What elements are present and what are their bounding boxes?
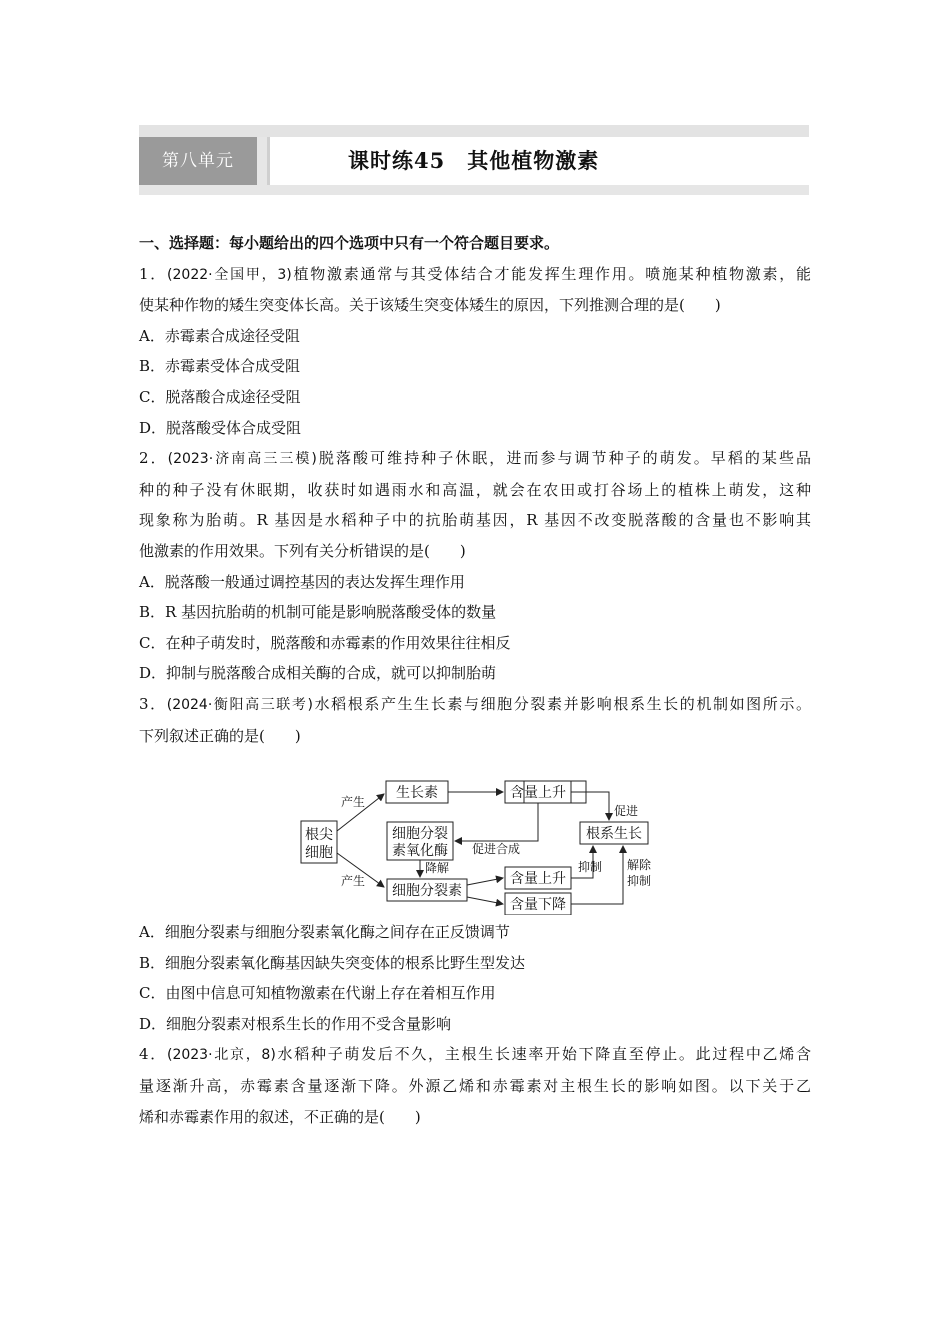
- question-source: (2022·全国甲，3): [167, 266, 292, 283]
- content-down-label: 含量下降: [510, 897, 566, 914]
- question-1: [139, 259, 811, 444]
- produce-label-1: 产生: [341, 795, 366, 810]
- question-source: (2023·济南高三三模): [167, 451, 317, 468]
- option-c[interactable]: C．脱落酸合成途径受阻: [139, 387, 301, 406]
- option-c[interactable]: C．由图中信息可知植物激素在代谢上存在着相互作用: [139, 984, 496, 1003]
- question-stem: 现象称为胎萌。R 基因是水稻种子中的抗胎萌基因，R 基因不改变脱落酸的含量也不影响其: [139, 511, 811, 530]
- question-4: [139, 1039, 811, 1132]
- ck-oxidase-label-1: 细胞分裂: [392, 826, 448, 843]
- section-heading: 一、选择题：每小题给出的四个选项中只有一个符合题目要求。: [139, 234, 560, 252]
- degrade-label: 降解: [425, 861, 450, 876]
- banner-top-strip: [139, 125, 809, 137]
- question-number: 4．: [139, 1045, 167, 1064]
- root-growth-label: 根系生长: [586, 826, 642, 843]
- title-box: [267, 137, 812, 185]
- question-stem: [139, 259, 811, 291]
- arrow-promote-synthesis: [455, 803, 538, 841]
- option-d[interactable]: D．抑制与脱落酸合成相关酶的合成，就可以抑制胎萌: [139, 664, 497, 683]
- option-b[interactable]: B．细胞分裂素氧化酶基因缺失突变体的根系比野生型发达: [139, 953, 526, 972]
- arrow-promote-growth: [571, 792, 609, 820]
- question-stem: [139, 443, 811, 475]
- option-a[interactable]: A．脱落酸一般通过调控基因的表达发挥生理作用: [139, 572, 465, 591]
- question-stem: [139, 689, 811, 721]
- inhibit-label: 抑制: [578, 860, 603, 875]
- question-stem: 他激素的作用效果。下列有关分析错误的是( ): [139, 541, 466, 560]
- stem-text: 水稻根系产生生长素与细胞分裂素并影响根系生长的机制如图所示。: [312, 694, 811, 713]
- ck-oxidase-label-2: 素氧化酶: [392, 843, 448, 860]
- question-number: 1．: [139, 264, 168, 283]
- chapter-banner: [139, 125, 809, 195]
- stem-text: 植物激素通常与其受体结合才能发挥生理作用。喷施某种植物激素，能: [291, 264, 811, 283]
- question-stem: 使某种作物的矮生突变体长高。关于该矮生突变体矮生的原因，下列推测合理的是( ): [139, 296, 721, 315]
- auxin-label: 生长素: [396, 785, 438, 802]
- content-up-label-1: 含量上升: [510, 785, 566, 802]
- question-stem: 量逐渐升高，赤霉素含量逐渐下降。外源乙烯和赤霉素对主根生长的影响如图。以下关于乙: [139, 1077, 811, 1096]
- arrow-relieve-inhibit: [571, 846, 623, 904]
- question-stem: 烯和赤霉素作用的叙述，不正确的是( ): [139, 1107, 421, 1126]
- arrow-cytokinin-down: [467, 897, 503, 904]
- question-source: (2023·北京，8): [167, 1047, 276, 1064]
- relieve-label-2: 抑制: [627, 874, 652, 889]
- option-b[interactable]: B．R 基因抗胎萌的机制可能是影响脱落酸受体的数量: [139, 603, 497, 622]
- document-body: [139, 228, 811, 1132]
- option-d[interactable]: D．脱落酸受体合成受阻: [139, 418, 302, 437]
- root-tip-label-1: 根尖: [305, 827, 333, 844]
- promote-label: 促进: [614, 804, 639, 819]
- question-source: (2024·衡阳高三联考): [166, 696, 313, 713]
- question-stem: [139, 1039, 811, 1071]
- option-b[interactable]: B．赤霉素受体合成受阻: [139, 357, 301, 376]
- option-c[interactable]: C．在种子萌发时，脱落酸和赤霉素的作用效果往往相反: [139, 633, 511, 652]
- option-a[interactable]: A．赤霉素合成途径受阻: [139, 326, 300, 345]
- relieve-label-1: 解除: [627, 858, 652, 873]
- content-up-label-2: 含量上升: [510, 871, 566, 888]
- question-3: [139, 689, 811, 1040]
- stem-text: 脱落酸可维持种子休眠，进而参与调节种子的萌发。早稻的某些品: [316, 449, 811, 468]
- hormone-mechanism-diagram: [139, 757, 811, 915]
- option-d[interactable]: D．细胞分裂素对根系生长的作用不受含量影响: [139, 1014, 452, 1033]
- unit-label: 第八单元: [139, 137, 257, 185]
- arrow-cytokinin-up: [467, 878, 503, 885]
- option-a[interactable]: A．细胞分裂素与细胞分裂素氧化酶之间存在正反馈调节: [139, 923, 510, 942]
- question-stem: 下列叙述正确的是( ): [139, 726, 301, 745]
- question-2: [139, 443, 811, 689]
- diagram-svg: [289, 757, 659, 915]
- question-number: 3．: [139, 694, 167, 713]
- question-number: 2．: [139, 449, 168, 468]
- page-title: 课时练45 其他植物激素: [348, 148, 600, 173]
- promote-synthesis-label: 促进合成: [472, 842, 521, 857]
- question-stem: 种的种子没有休眠期，收获时如遇雨水和高温，就会在农田或打谷场上的植株上萌发，这种: [139, 480, 811, 499]
- stem-text: 水稻种子萌发后不久，主根生长速率开始下降直至停止。此过程中乙烯含: [275, 1045, 811, 1064]
- produce-label-2: 产生: [341, 874, 366, 889]
- root-tip-label-2: 细胞: [305, 845, 333, 862]
- cytokinin-label: 细胞分裂素: [392, 883, 462, 900]
